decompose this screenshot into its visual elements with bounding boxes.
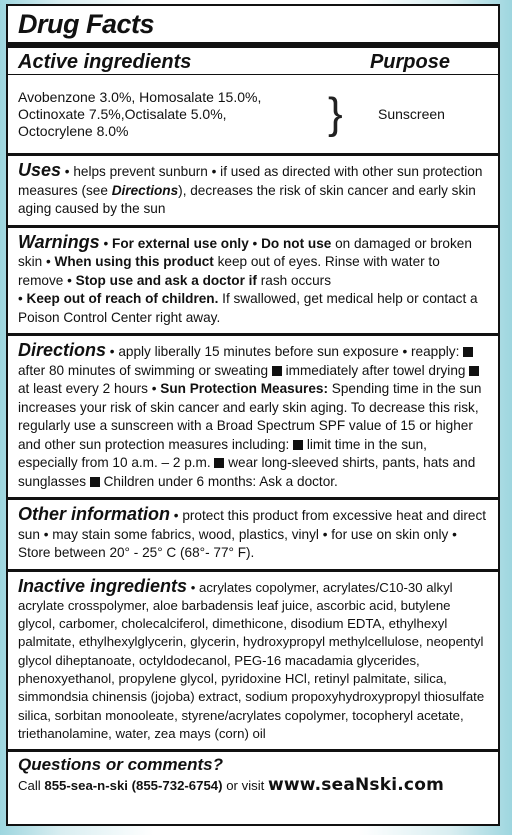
directions-text: Children under 6 months: Ask a doctor. xyxy=(99,473,338,489)
warning-text: on damaged or broken skin • xyxy=(18,235,472,269)
bullet-square-icon xyxy=(90,477,100,487)
warning-bold: When using this product xyxy=(54,254,214,269)
purpose-value: Sunscreen xyxy=(378,106,445,122)
uses-text: ), decreases the risk of skin cancer and early skin aging caused by the sun xyxy=(18,182,476,216)
contact-text: Call xyxy=(18,778,45,794)
active-ingredient-line: Avobenzone 3.0%, Homosalate 15.0%, xyxy=(18,88,262,105)
phone-number[interactable]: 855-sea-n-ski (855-732-6754) xyxy=(44,778,223,794)
inactive-ingredients-section xyxy=(18,572,488,750)
inactive-ingredients-heading: Inactive ingredients xyxy=(18,575,188,596)
uses-heading: Uses xyxy=(18,160,62,180)
warning-bold: Do not use xyxy=(261,235,332,251)
warning-text: If swallowed, get medical help or contact a Poison Control Center right away. xyxy=(18,291,478,325)
questions-heading: Questions or comments? xyxy=(18,755,223,775)
directions-text: • apply liberally 15 minutes before sun exposure • reapply: xyxy=(106,344,464,359)
active-ingredients-header xyxy=(18,51,488,74)
warnings-section: Warnings • For external use only • Do not use on damaged or broken skin • When using this product keep out of eyes. Rinse with water to remove • Stop use and ask a doctor if rash occurs • Keep out of reach of children. If swallowed, get medical help or contact a Poison Control Center right away. xyxy=(18,231,478,325)
directions-text: at least every 2 hours • xyxy=(18,381,161,396)
warnings-heading: Warnings xyxy=(18,231,100,252)
bullet-square-icon xyxy=(272,366,282,376)
directions-text: wear long-sleeved shirts, pants, hats and sunglasses xyxy=(18,455,476,489)
contact-line xyxy=(18,775,488,796)
active-ingredient-line: Octocrylene 8.0% xyxy=(18,122,129,139)
bullet-square-icon xyxy=(463,347,473,357)
directions-section xyxy=(18,336,488,497)
warning-bold: Stop use and ask a doctor if xyxy=(75,272,257,288)
purpose-heading: Purpose xyxy=(369,51,450,73)
other-information-text: • protect this product from excessive heat and direct sun • may stain some fabrics, wood, plastics, vinyl • for use on skin only • Store between 20° - 25° C (68°- 77° F). xyxy=(18,508,487,560)
warning-text: rash occurs xyxy=(256,272,331,288)
website-link[interactable]: www.seaNski.com xyxy=(267,775,444,796)
bullet-square-icon xyxy=(469,366,479,376)
directions-text: immediately after towel drying xyxy=(281,362,470,378)
drug-facts-panel xyxy=(6,4,500,826)
warning-bold: For external use only xyxy=(112,235,249,251)
drug-facts-title: Drug Facts xyxy=(18,9,155,39)
directions-text: Spending time in the sun increases your risk of skin cancer and early skin aging. To decrease this risk, regularly use a sunscreen with a Broad Spectrum SPF value of 15 or higher and other sun protection measures including: xyxy=(18,381,482,452)
brace-icon: } xyxy=(328,89,343,138)
uses-section xyxy=(18,156,488,225)
directions-text: after 80 minutes of swimming or sweating xyxy=(18,362,272,378)
active-ingredients-list xyxy=(18,89,318,140)
other-information-section xyxy=(18,500,488,569)
directions-reference: Directions xyxy=(111,182,179,198)
active-ingredients-row xyxy=(18,75,488,153)
bullet-square-icon xyxy=(214,458,224,468)
active-ingredients-heading: Active ingredients xyxy=(18,51,192,73)
uses-text: • helps prevent sunburn • if used as directed with other sun protection measures (see xyxy=(18,164,483,198)
contact-text: or visit xyxy=(222,778,268,794)
inactive-ingredients-text: • acrylates copolymer, acrylates/C10-30 alkyl acrylate crosspolymer, aloe barbadensis leaf juice, ascorbic acid, butylene glycol, carbomer, cholecalciferol, dimethicone, disodium EDTA, ethylhexyl palmitate, ethylhexylglycerin, glycerin, hydroxypropyl methylcellulose, neopentyl glycol diheptanoate, octyldodecanol, PEG-16 macadamia glycerides, phenoxyethanol, propylene glycol, pyridoxine HCl, retinyl palmitate, silica, simmondsia chinensis (jojoba) extract, sodium propoxyhydroxypropyl thiosulfate silica, sorbitan monooleate, styrene/acrylates copolymer, tocopheryl acetate, triethanolamine, water, zea mays (corn) oil xyxy=(18,579,485,741)
directions-heading: Directions xyxy=(18,340,107,360)
other-information-heading: Other information xyxy=(18,504,170,524)
questions-section xyxy=(18,752,488,796)
bullet-square-icon xyxy=(293,440,303,450)
divider xyxy=(8,42,498,48)
active-ingredient-line: Octinoxate 7.5%,Octisalate 5.0%, xyxy=(18,105,227,122)
directions-text: limit time in the sun, especially from 10 a.m. – 2 p.m. xyxy=(18,436,427,470)
warning-bold: Keep out of reach of children. xyxy=(26,291,219,306)
warning-text: keep out of eyes. Rinse with water to remove • xyxy=(18,254,440,288)
directions-bold: Sun Protection Measures: xyxy=(160,381,328,396)
